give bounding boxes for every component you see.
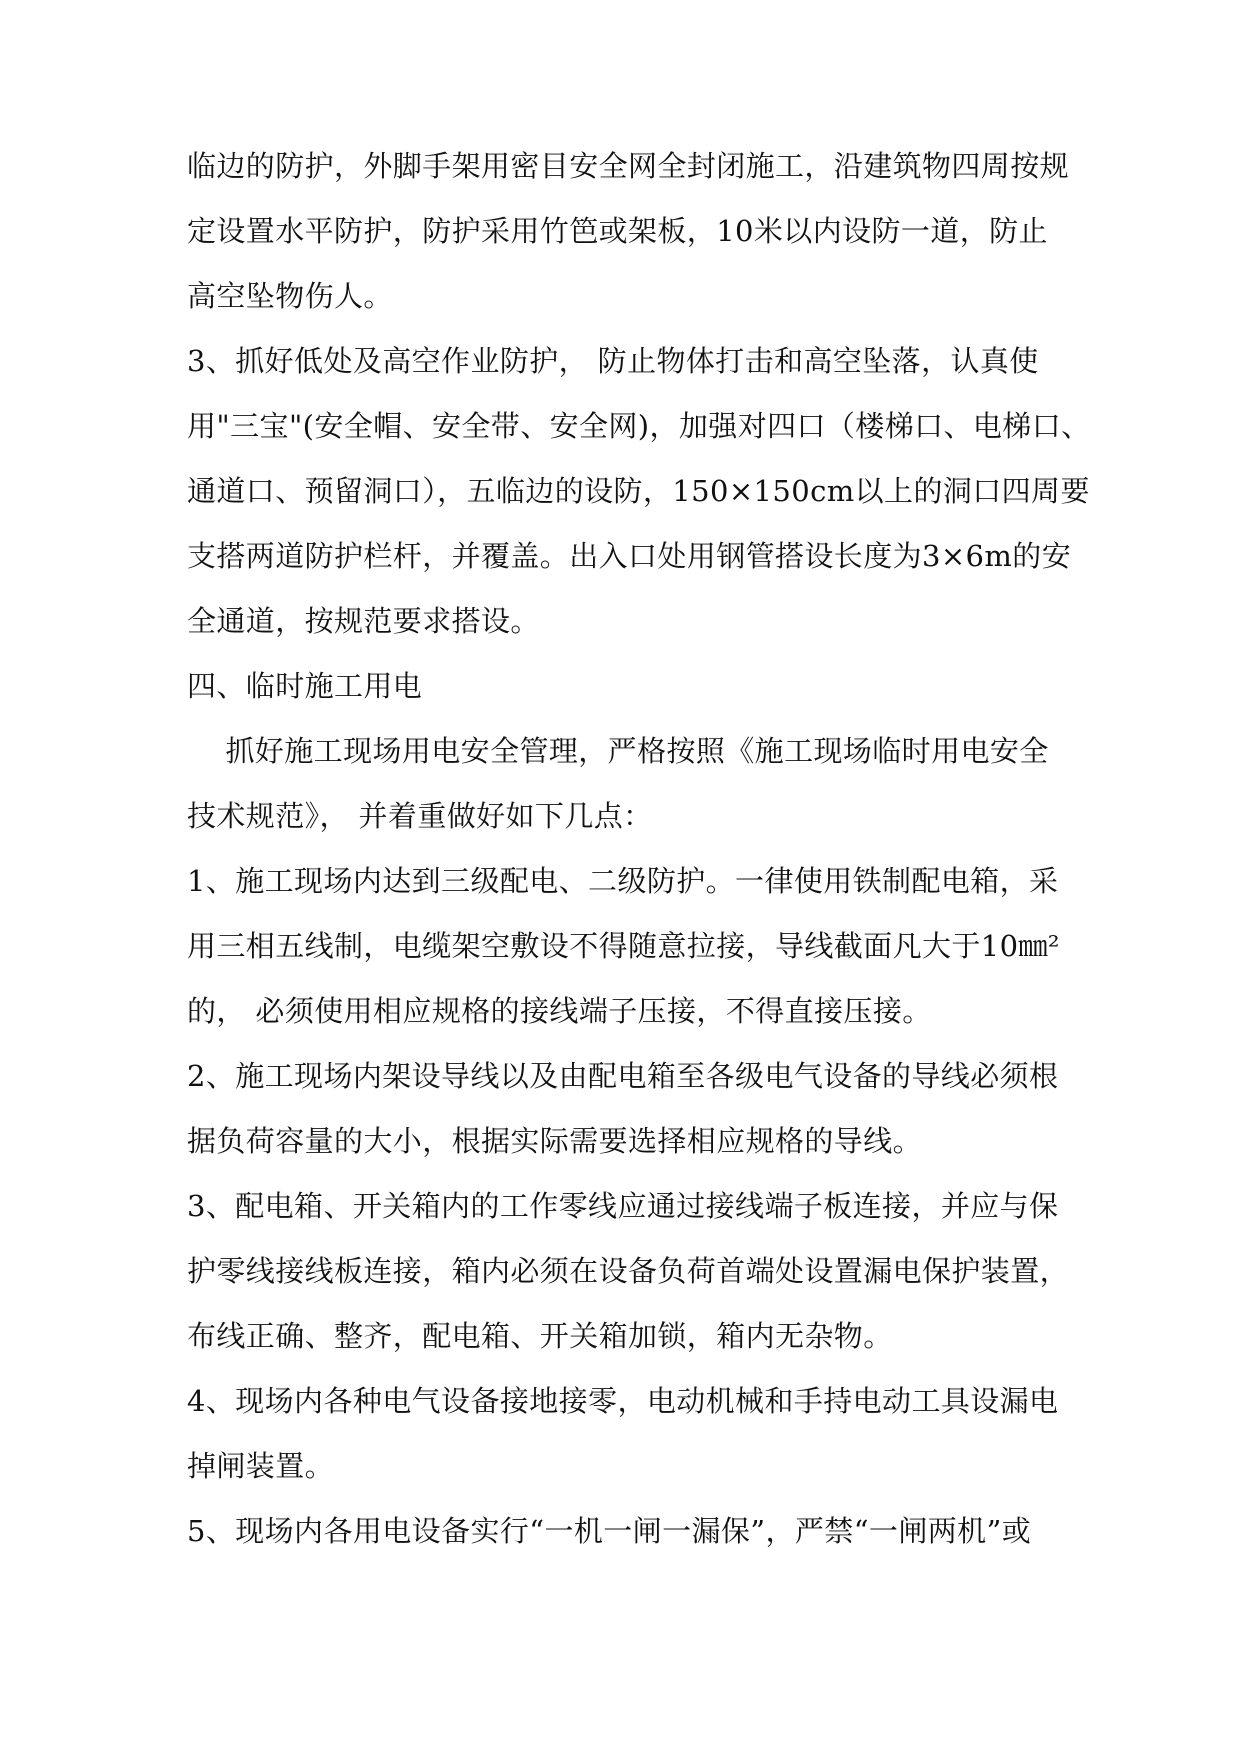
text-line: 用三相五线制，电缆架空敷设不得随意拉接，导线截面凡大于10㎜²	[187, 929, 1060, 963]
text-line: 4、现场内各种电气设备接地接零，电动机械和手持电动工具设漏电	[187, 1384, 1059, 1418]
text-line: 用"三宝"(安全帽、安全带、安全网)，加强对四口（楼梯口、电梯口、	[187, 409, 1091, 443]
text-line: 的， 必须使用相应规格的接线端子压接，不得直接压接。	[187, 994, 932, 1028]
text-line: 3、配电箱、开关箱内的工作零线应通过接线端子板连接，并应与保	[187, 1189, 1059, 1223]
text-line: 定设置水平防护，防护采用竹笆或架板，10米以内设防一道，防止	[187, 214, 1048, 248]
text-line: 全通道，按规范要求搭设。	[187, 604, 540, 638]
text-line: 5、现场内各用电设备实行“一机一闸一漏保”，严禁“一闸两机”或	[187, 1514, 1032, 1548]
text-line: 抓好施工现场用电安全管理，严格按照《施工现场临时用电安全	[187, 734, 1049, 768]
text-line: 3、抓好低处及高空作业防护， 防止物体打击和高空坠落，认真使	[187, 344, 1039, 378]
text-line: 护零线接线板连接，箱内必须在设备负荷首端处设置漏电保护装置，	[187, 1254, 1070, 1288]
text-line: 2、施工现场内架设导线以及由配电箱至各级电气设备的导线必须根	[187, 1059, 1059, 1093]
text-line: 技术规范》， 并着重做好如下几点：	[187, 799, 653, 833]
text-line: 据负荷容量的大小，根据实际需要选择相应规格的导线。	[187, 1124, 923, 1158]
text-line: 1、施工现场内达到三级配电、二级防护。一律使用铁制配电箱，采	[187, 864, 1059, 898]
text-line: 布线正确、整齐，配电箱、开关箱加锁，箱内无杂物。	[187, 1319, 893, 1353]
text-line: 掉闸装置。	[187, 1449, 335, 1483]
text-line: 通道口、预留洞口），五临边的设防，150×150cm以上的洞口四周要	[187, 474, 1090, 508]
text-line: 支搭两道防护栏杆，并覆盖。出入口处用钢管搭设长度为3×6m的安	[187, 539, 1072, 573]
text-line: 临边的防护，外脚手架用密目安全网全封闭施工，沿建筑物四周按规	[187, 149, 1070, 183]
section-heading: 四、临时施工用电	[187, 669, 423, 703]
text-line: 高空坠物伤人。	[187, 279, 393, 313]
